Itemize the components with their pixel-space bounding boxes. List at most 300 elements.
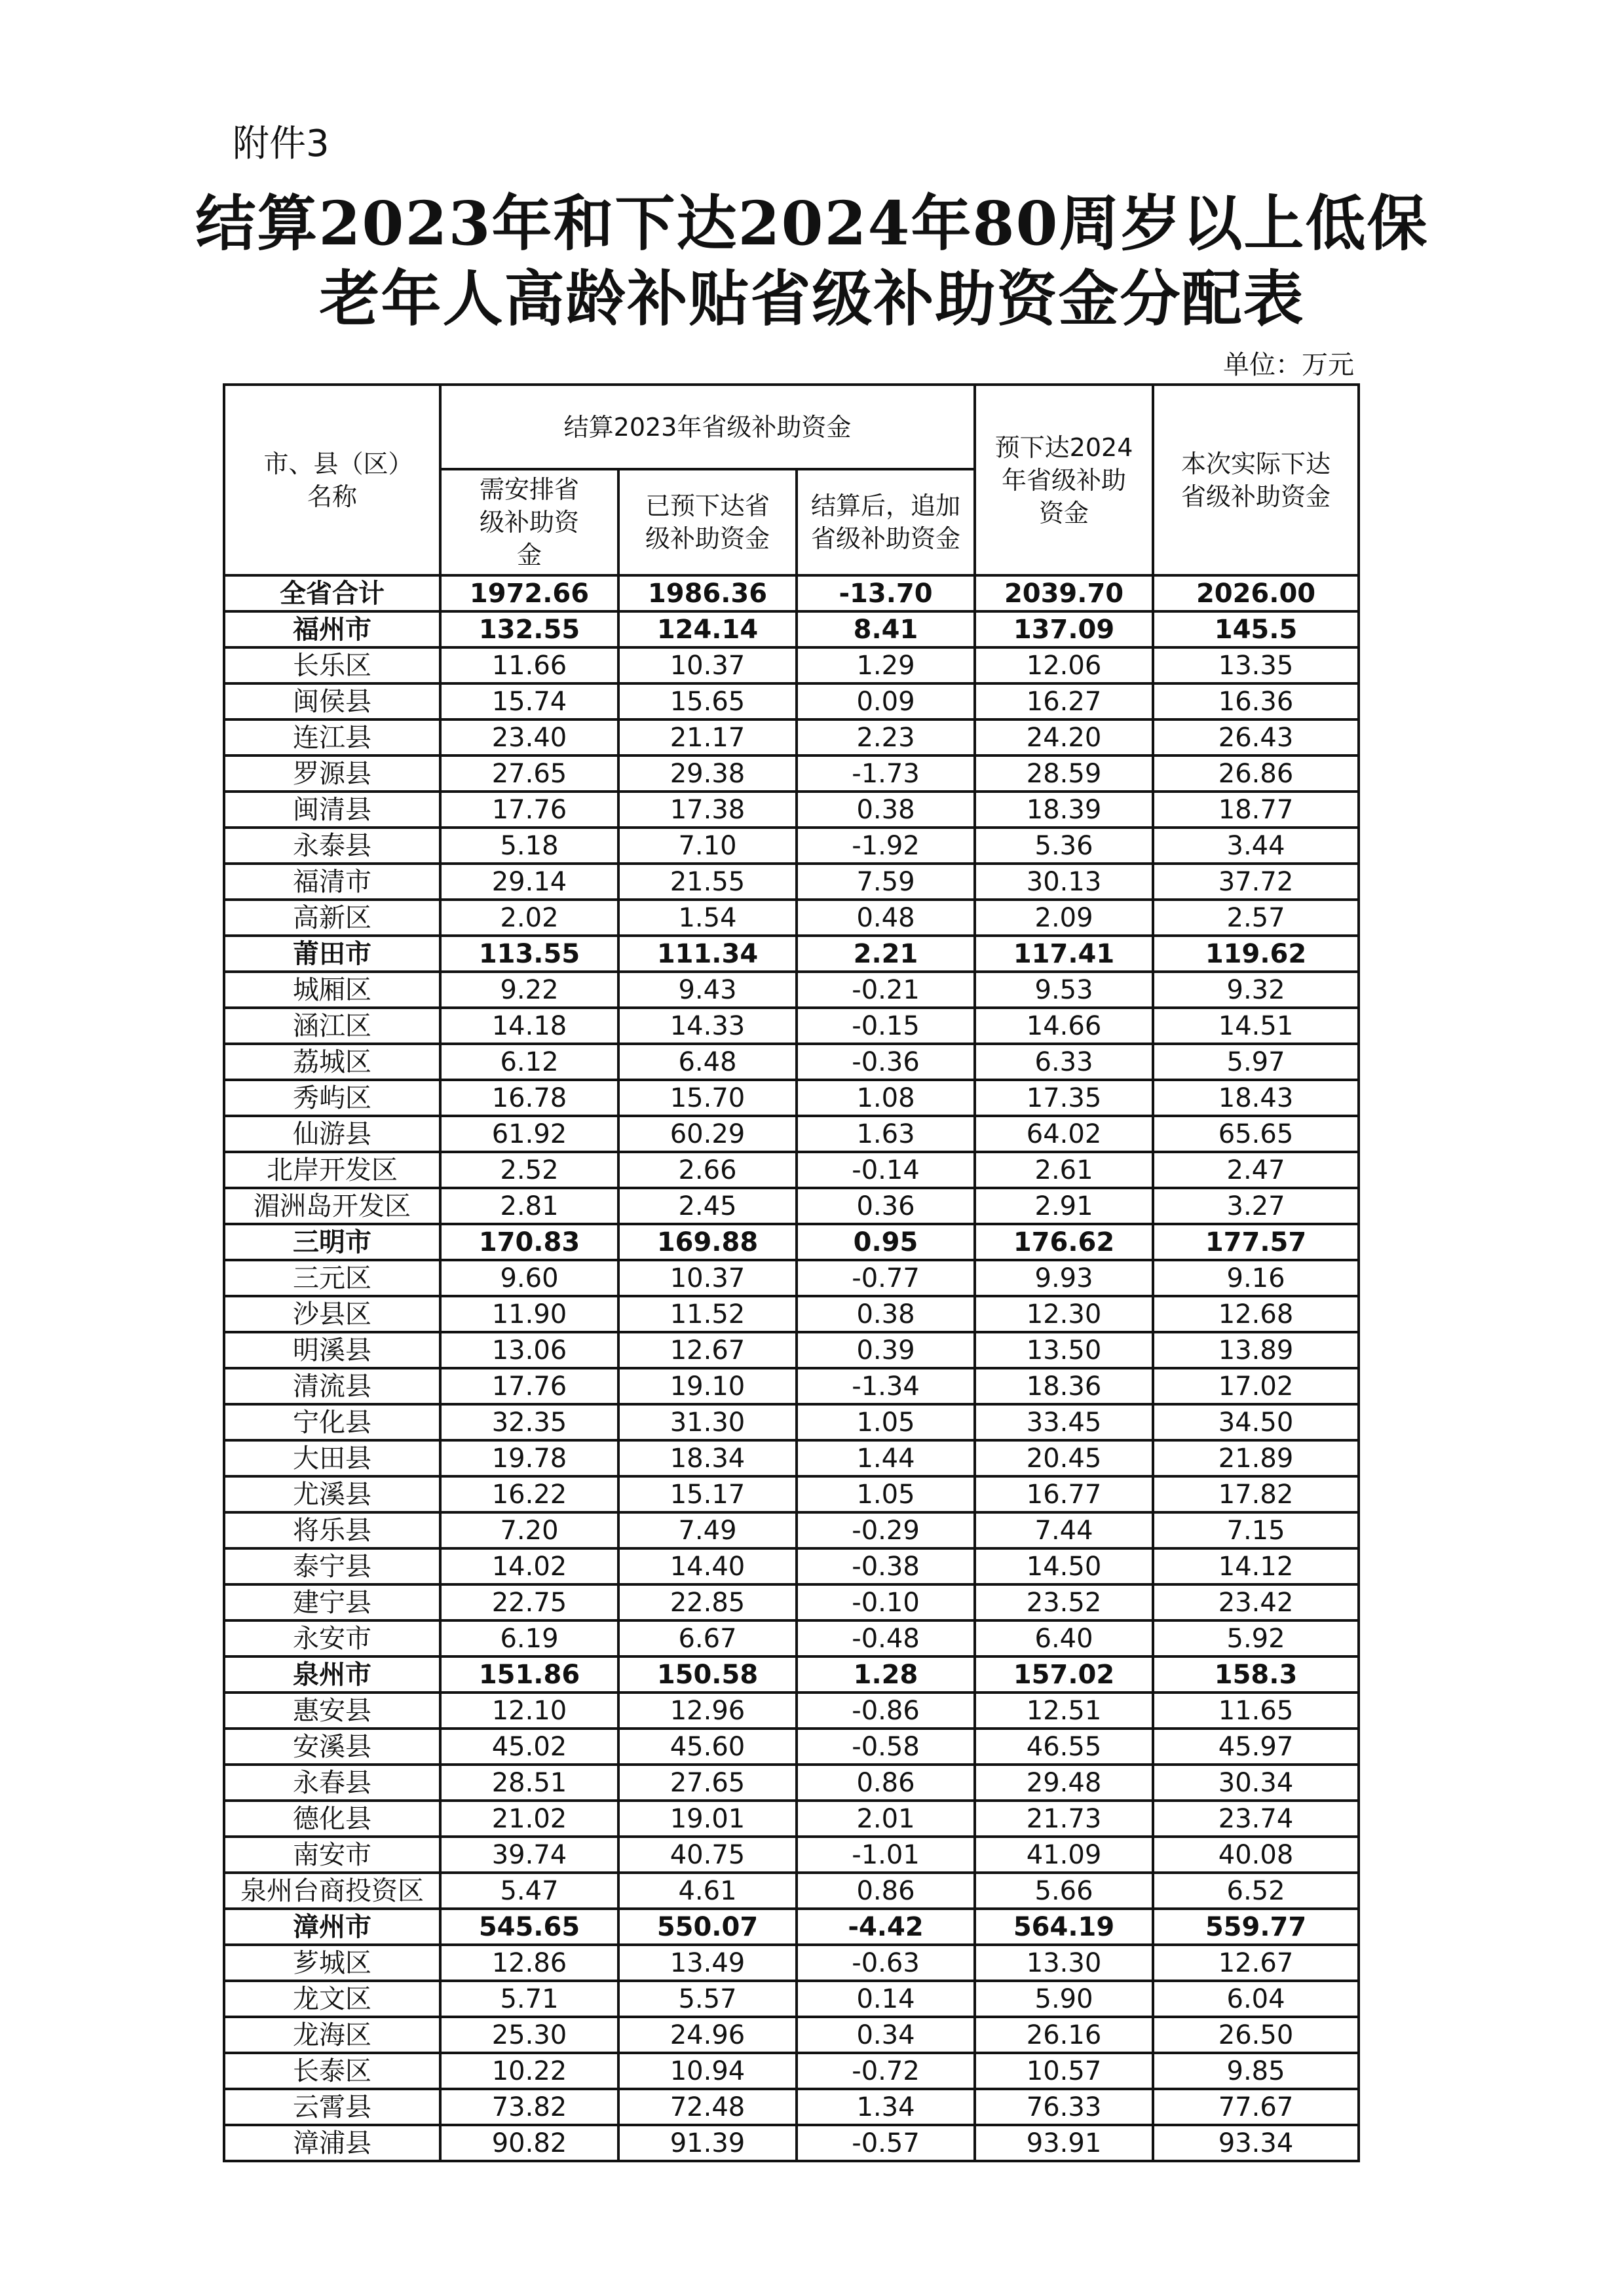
cell-required: 5.71	[440, 1981, 618, 2017]
table-row	[224, 1837, 1359, 1873]
cell-name: 德化县	[224, 1801, 440, 1837]
cell-required: 19.78	[440, 1440, 618, 1476]
cell-issued: 169.88	[618, 1224, 797, 1260]
cell-issued: 15.70	[618, 1080, 797, 1116]
cell-name: 安溪县	[224, 1729, 440, 1765]
cell-adjust: -1.01	[797, 1837, 975, 1873]
cell-actual: 9.85	[1153, 2053, 1359, 2089]
cell-issued: 21.55	[618, 864, 797, 900]
cell-adjust: 7.59	[797, 864, 975, 900]
cell-required: 6.19	[440, 1620, 618, 1656]
cell-issued: 31.30	[618, 1404, 797, 1440]
cell-adjust: -0.14	[797, 1152, 975, 1188]
cell-pre2024: 2.61	[975, 1152, 1153, 1188]
cell-pre2024: 17.35	[975, 1080, 1153, 1116]
cell-issued: 19.10	[618, 1368, 797, 1404]
cell-required: 25.30	[440, 2017, 618, 2053]
cell-adjust: 1.29	[797, 647, 975, 683]
cell-adjust: 0.48	[797, 900, 975, 936]
table-row	[224, 1548, 1359, 1584]
cell-name: 三元区	[224, 1260, 440, 1296]
table-row	[224, 1044, 1359, 1080]
cell-pre2024: 46.55	[975, 1729, 1153, 1765]
cell-pre2024: 16.77	[975, 1476, 1153, 1512]
cell-required: 5.47	[440, 1873, 618, 1909]
cell-pre2024: 64.02	[975, 1116, 1153, 1152]
cell-actual: 13.89	[1153, 1332, 1359, 1368]
table-row	[224, 2017, 1359, 2053]
cell-actual: 9.16	[1153, 1260, 1359, 1296]
cell-name: 大田县	[224, 1440, 440, 1476]
document-title-line-2: 老年人高龄补贴省级补助资金分配表	[319, 263, 1305, 334]
table-row	[224, 792, 1359, 828]
cell-pre2024: 14.66	[975, 1008, 1153, 1044]
cell-required: 11.66	[440, 647, 618, 683]
cell-pre2024: 6.40	[975, 1620, 1153, 1656]
cell-adjust: -0.72	[797, 2053, 975, 2089]
cell-name: 泉州市	[224, 1656, 440, 1693]
cell-name: 泰宁县	[224, 1548, 440, 1584]
cell-issued: 27.65	[618, 1765, 797, 1801]
cell-required: 12.86	[440, 1945, 618, 1981]
cell-required: 2.02	[440, 900, 618, 936]
cell-adjust: -1.73	[797, 756, 975, 792]
table-row	[224, 1584, 1359, 1620]
table-row	[224, 1440, 1359, 1476]
cell-actual: 16.36	[1153, 683, 1359, 719]
cell-adjust: 1.05	[797, 1476, 975, 1512]
cell-required: 15.74	[440, 683, 618, 719]
cell-actual: 12.67	[1153, 1945, 1359, 1981]
cell-issued: 124.14	[618, 611, 797, 647]
cell-adjust: 0.34	[797, 2017, 975, 2053]
cell-actual: 2.57	[1153, 900, 1359, 936]
cell-name: 北岸开发区	[224, 1152, 440, 1188]
cell-adjust: 0.36	[797, 1188, 975, 1224]
cell-actual: 65.65	[1153, 1116, 1359, 1152]
cell-required: 7.20	[440, 1512, 618, 1548]
cell-adjust: -0.48	[797, 1620, 975, 1656]
cell-pre2024: 16.27	[975, 683, 1153, 719]
cell-adjust: -0.10	[797, 1584, 975, 1620]
cell-issued: 15.17	[618, 1476, 797, 1512]
cell-pre2024: 33.45	[975, 1404, 1153, 1440]
cell-pre2024: 137.09	[975, 611, 1153, 647]
cell-issued: 45.60	[618, 1729, 797, 1765]
cell-pre2024: 12.51	[975, 1693, 1153, 1729]
cell-required: 10.22	[440, 2053, 618, 2089]
cell-required: 5.18	[440, 828, 618, 864]
cell-pre2024: 21.73	[975, 1801, 1153, 1837]
cell-adjust: -0.38	[797, 1548, 975, 1584]
cell-pre2024: 9.53	[975, 972, 1153, 1008]
cell-name: 龙海区	[224, 2017, 440, 2053]
table-row	[224, 1620, 1359, 1656]
cell-name: 泉州台商投资区	[224, 1873, 440, 1909]
cell-required: 113.55	[440, 936, 618, 972]
allocation-table	[223, 383, 1360, 2162]
cell-issued: 72.48	[618, 2089, 797, 2125]
table-row	[224, 936, 1359, 972]
cell-pre2024: 76.33	[975, 2089, 1153, 2125]
cell-pre2024: 41.09	[975, 1837, 1153, 1873]
cell-pre2024: 26.16	[975, 2017, 1153, 2053]
cell-name: 漳州市	[224, 1909, 440, 1945]
cell-actual: 9.32	[1153, 972, 1359, 1008]
cell-adjust: 1.34	[797, 2089, 975, 2125]
table-body	[224, 575, 1359, 2161]
cell-name: 惠安县	[224, 1693, 440, 1729]
cell-issued: 11.52	[618, 1296, 797, 1332]
cell-pre2024: 29.48	[975, 1765, 1153, 1801]
cell-name: 城厢区	[224, 972, 440, 1008]
table-row	[224, 1656, 1359, 1693]
cell-required: 9.60	[440, 1260, 618, 1296]
cell-required: 9.22	[440, 972, 618, 1008]
cell-actual: 23.42	[1153, 1584, 1359, 1620]
cell-name: 湄洲岛开发区	[224, 1188, 440, 1224]
cell-actual: 12.68	[1153, 1296, 1359, 1332]
cell-required: 6.12	[440, 1044, 618, 1080]
cell-issued: 9.43	[618, 972, 797, 1008]
cell-name: 全省合计	[224, 575, 440, 611]
cell-pre2024: 12.30	[975, 1296, 1153, 1332]
cell-pre2024: 24.20	[975, 719, 1153, 756]
cell-adjust: 0.86	[797, 1873, 975, 1909]
cell-pre2024: 13.30	[975, 1945, 1153, 1981]
cell-adjust: -0.63	[797, 1945, 975, 1981]
cell-required: 73.82	[440, 2089, 618, 2125]
cell-actual: 45.97	[1153, 1729, 1359, 1765]
cell-required: 1972.66	[440, 575, 618, 611]
cell-name: 漳浦县	[224, 2125, 440, 2161]
cell-name: 福清市	[224, 864, 440, 900]
cell-adjust: 8.41	[797, 611, 975, 647]
cell-required: 39.74	[440, 1837, 618, 1873]
cell-adjust: 2.01	[797, 1801, 975, 1837]
cell-required: 16.78	[440, 1080, 618, 1116]
cell-name: 明溪县	[224, 1332, 440, 1368]
table-row	[224, 719, 1359, 756]
cell-name: 莆田市	[224, 936, 440, 972]
cell-issued: 6.67	[618, 1620, 797, 1656]
cell-issued: 4.61	[618, 1873, 797, 1909]
cell-name: 芗城区	[224, 1945, 440, 1981]
cell-adjust: -0.29	[797, 1512, 975, 1548]
cell-name: 宁化县	[224, 1404, 440, 1440]
cell-issued: 2.45	[618, 1188, 797, 1224]
cell-issued: 60.29	[618, 1116, 797, 1152]
cell-required: 27.65	[440, 756, 618, 792]
table-row	[224, 900, 1359, 936]
cell-actual: 3.44	[1153, 828, 1359, 864]
cell-name: 南安市	[224, 1837, 440, 1873]
table-row	[224, 1476, 1359, 1512]
cell-pre2024: 14.50	[975, 1548, 1153, 1584]
table-row	[224, 1368, 1359, 1404]
cell-actual: 14.12	[1153, 1548, 1359, 1584]
cell-actual: 119.62	[1153, 936, 1359, 972]
table-row	[224, 1945, 1359, 1981]
cell-pre2024: 10.57	[975, 2053, 1153, 2089]
cell-name: 将乐县	[224, 1512, 440, 1548]
cell-adjust: -1.92	[797, 828, 975, 864]
cell-issued: 111.34	[618, 936, 797, 972]
table-row	[224, 647, 1359, 683]
table-row	[224, 1765, 1359, 1801]
cell-actual: 3.27	[1153, 1188, 1359, 1224]
cell-adjust: -0.57	[797, 2125, 975, 2161]
cell-name: 涵江区	[224, 1008, 440, 1044]
table-row	[224, 1260, 1359, 1296]
cell-required: 17.76	[440, 1368, 618, 1404]
cell-issued: 18.34	[618, 1440, 797, 1476]
cell-required: 17.76	[440, 792, 618, 828]
cell-adjust: -0.77	[797, 1260, 975, 1296]
table-row	[224, 1080, 1359, 1116]
cell-pre2024: 5.66	[975, 1873, 1153, 1909]
cell-name: 永泰县	[224, 828, 440, 864]
table-row	[224, 972, 1359, 1008]
table-row	[224, 2053, 1359, 2089]
cell-adjust: 1.28	[797, 1656, 975, 1693]
cell-adjust: 1.05	[797, 1404, 975, 1440]
cell-required: 170.83	[440, 1224, 618, 1260]
cell-actual: 6.04	[1153, 1981, 1359, 2017]
cell-adjust: 0.14	[797, 1981, 975, 2017]
header-adjust: 结算后，追加省级补助资金	[797, 469, 975, 575]
cell-name: 永春县	[224, 1765, 440, 1801]
cell-adjust: -1.34	[797, 1368, 975, 1404]
table-row	[224, 1296, 1359, 1332]
cell-name: 福州市	[224, 611, 440, 647]
cell-actual: 5.97	[1153, 1044, 1359, 1080]
cell-issued: 13.49	[618, 1945, 797, 1981]
cell-required: 16.22	[440, 1476, 618, 1512]
table-row	[224, 1404, 1359, 1440]
cell-actual: 93.34	[1153, 2125, 1359, 2161]
cell-adjust: 0.38	[797, 792, 975, 828]
cell-pre2024: 176.62	[975, 1224, 1153, 1260]
cell-issued: 550.07	[618, 1909, 797, 1945]
cell-pre2024: 20.45	[975, 1440, 1153, 1476]
table-row	[224, 828, 1359, 864]
table-row	[224, 1152, 1359, 1188]
cell-required: 2.52	[440, 1152, 618, 1188]
cell-issued: 91.39	[618, 2125, 797, 2161]
table-row	[224, 864, 1359, 900]
cell-pre2024: 28.59	[975, 756, 1153, 792]
cell-actual: 18.43	[1153, 1080, 1359, 1116]
table-row	[224, 1981, 1359, 2017]
cell-name: 沙县区	[224, 1296, 440, 1332]
cell-actual: 5.92	[1153, 1620, 1359, 1656]
table-row	[224, 575, 1359, 611]
cell-actual: 40.08	[1153, 1837, 1359, 1873]
cell-required: 545.65	[440, 1909, 618, 1945]
cell-adjust: 2.21	[797, 936, 975, 972]
table-row	[224, 1801, 1359, 1837]
cell-pre2024: 5.36	[975, 828, 1153, 864]
cell-name: 尤溪县	[224, 1476, 440, 1512]
cell-pre2024: 13.50	[975, 1332, 1153, 1368]
cell-issued: 29.38	[618, 756, 797, 792]
cell-issued: 1.54	[618, 900, 797, 936]
cell-pre2024: 5.90	[975, 1981, 1153, 2017]
cell-pre2024: 23.52	[975, 1584, 1153, 1620]
cell-pre2024: 30.13	[975, 864, 1153, 900]
table-row	[224, 1008, 1359, 1044]
cell-actual: 30.34	[1153, 1765, 1359, 1801]
cell-pre2024: 2039.70	[975, 575, 1153, 611]
cell-pre2024: 7.44	[975, 1512, 1153, 1548]
table-row	[224, 1116, 1359, 1152]
cell-adjust: 0.39	[797, 1332, 975, 1368]
cell-actual: 158.3	[1153, 1656, 1359, 1693]
cell-actual: 11.65	[1153, 1693, 1359, 1729]
cell-name: 闽侯县	[224, 683, 440, 719]
table-row	[224, 1909, 1359, 1945]
table-row	[224, 2089, 1359, 2125]
cell-actual: 14.51	[1153, 1008, 1359, 1044]
cell-pre2024: 2.91	[975, 1188, 1153, 1224]
cell-adjust: -0.15	[797, 1008, 975, 1044]
cell-issued: 17.38	[618, 792, 797, 828]
cell-name: 龙文区	[224, 1981, 440, 2017]
cell-required: 32.35	[440, 1404, 618, 1440]
table-row	[224, 1188, 1359, 1224]
cell-issued: 7.10	[618, 828, 797, 864]
cell-name: 荔城区	[224, 1044, 440, 1080]
cell-actual: 26.50	[1153, 2017, 1359, 2053]
cell-pre2024: 18.36	[975, 1368, 1153, 1404]
cell-issued: 5.57	[618, 1981, 797, 2017]
cell-pre2024: 18.39	[975, 792, 1153, 828]
cell-name: 秀屿区	[224, 1080, 440, 1116]
cell-issued: 22.85	[618, 1584, 797, 1620]
cell-adjust: -0.36	[797, 1044, 975, 1080]
cell-adjust: 0.95	[797, 1224, 975, 1260]
cell-actual: 6.52	[1153, 1873, 1359, 1909]
cell-name: 长乐区	[224, 647, 440, 683]
cell-issued: 10.94	[618, 2053, 797, 2089]
cell-adjust: 1.44	[797, 1440, 975, 1476]
cell-issued: 1986.36	[618, 575, 797, 611]
table-row	[224, 1729, 1359, 1765]
cell-required: 22.75	[440, 1584, 618, 1620]
table-row	[224, 1332, 1359, 1368]
cell-issued: 12.67	[618, 1332, 797, 1368]
cell-required: 132.55	[440, 611, 618, 647]
cell-required: 90.82	[440, 2125, 618, 2161]
cell-issued: 12.96	[618, 1693, 797, 1729]
cell-pre2024: 6.33	[975, 1044, 1153, 1080]
cell-adjust: 1.08	[797, 1080, 975, 1116]
table-row	[224, 1873, 1359, 1909]
cell-issued: 14.33	[618, 1008, 797, 1044]
cell-issued: 14.40	[618, 1548, 797, 1584]
cell-actual: 26.86	[1153, 756, 1359, 792]
cell-pre2024: 2.09	[975, 900, 1153, 936]
cell-adjust: 2.23	[797, 719, 975, 756]
header-settlement-2023: 结算2023年省级补助资金	[440, 385, 975, 469]
cell-issued: 40.75	[618, 1837, 797, 1873]
cell-required: 14.02	[440, 1548, 618, 1584]
cell-actual: 23.74	[1153, 1801, 1359, 1837]
cell-issued: 10.37	[618, 1260, 797, 1296]
table-row	[224, 2125, 1359, 2161]
cell-pre2024: 12.06	[975, 647, 1153, 683]
cell-actual: 21.89	[1153, 1440, 1359, 1476]
cell-issued: 19.01	[618, 1801, 797, 1837]
cell-name: 三明市	[224, 1224, 440, 1260]
cell-pre2024: 157.02	[975, 1656, 1153, 1693]
cell-required: 45.02	[440, 1729, 618, 1765]
cell-actual: 37.72	[1153, 864, 1359, 900]
table-row	[224, 756, 1359, 792]
cell-issued: 15.65	[618, 683, 797, 719]
cell-name: 长泰区	[224, 2053, 440, 2089]
table-row	[224, 1512, 1359, 1548]
cell-actual: 2026.00	[1153, 575, 1359, 611]
cell-issued: 10.37	[618, 647, 797, 683]
cell-actual: 2.47	[1153, 1152, 1359, 1188]
cell-name: 闽清县	[224, 792, 440, 828]
cell-actual: 559.77	[1153, 1909, 1359, 1945]
cell-adjust: -13.70	[797, 575, 975, 611]
cell-issued: 24.96	[618, 2017, 797, 2053]
cell-required: 23.40	[440, 719, 618, 756]
cell-required: 21.02	[440, 1801, 618, 1837]
table-row	[224, 683, 1359, 719]
cell-name: 仙游县	[224, 1116, 440, 1152]
cell-actual: 26.43	[1153, 719, 1359, 756]
header-actual-issue: 本次实际下达省级补助资金	[1153, 385, 1359, 575]
document-title-line-1: 结算2023年和下达2024年80周岁以上低保	[195, 188, 1429, 259]
cell-adjust: -4.42	[797, 1909, 975, 1945]
cell-adjust: 0.38	[797, 1296, 975, 1332]
cell-required: 151.86	[440, 1656, 618, 1693]
cell-actual: 17.82	[1153, 1476, 1359, 1512]
cell-issued: 2.66	[618, 1152, 797, 1188]
cell-required: 12.10	[440, 1693, 618, 1729]
cell-required: 13.06	[440, 1332, 618, 1368]
cell-required: 11.90	[440, 1296, 618, 1332]
header-required: 需安排省级补助资金	[440, 469, 618, 575]
cell-pre2024: 117.41	[975, 936, 1153, 972]
cell-required: 29.14	[440, 864, 618, 900]
cell-adjust: 1.63	[797, 1116, 975, 1152]
cell-issued: 7.49	[618, 1512, 797, 1548]
cell-actual: 18.77	[1153, 792, 1359, 828]
cell-name: 高新区	[224, 900, 440, 936]
cell-required: 61.92	[440, 1116, 618, 1152]
attachment-label: 附件3	[233, 123, 330, 165]
unit-label: 单位：万元	[1223, 350, 1354, 380]
cell-actual: 77.67	[1153, 2089, 1359, 2125]
cell-adjust: -0.21	[797, 972, 975, 1008]
cell-actual: 17.02	[1153, 1368, 1359, 1404]
cell-issued: 6.48	[618, 1044, 797, 1080]
cell-actual: 34.50	[1153, 1404, 1359, 1440]
cell-name: 永安市	[224, 1620, 440, 1656]
cell-required: 28.51	[440, 1765, 618, 1801]
cell-actual: 7.15	[1153, 1512, 1359, 1548]
table-row	[224, 1693, 1359, 1729]
cell-adjust: -0.86	[797, 1693, 975, 1729]
cell-name: 云霄县	[224, 2089, 440, 2125]
cell-issued: 150.58	[618, 1656, 797, 1693]
